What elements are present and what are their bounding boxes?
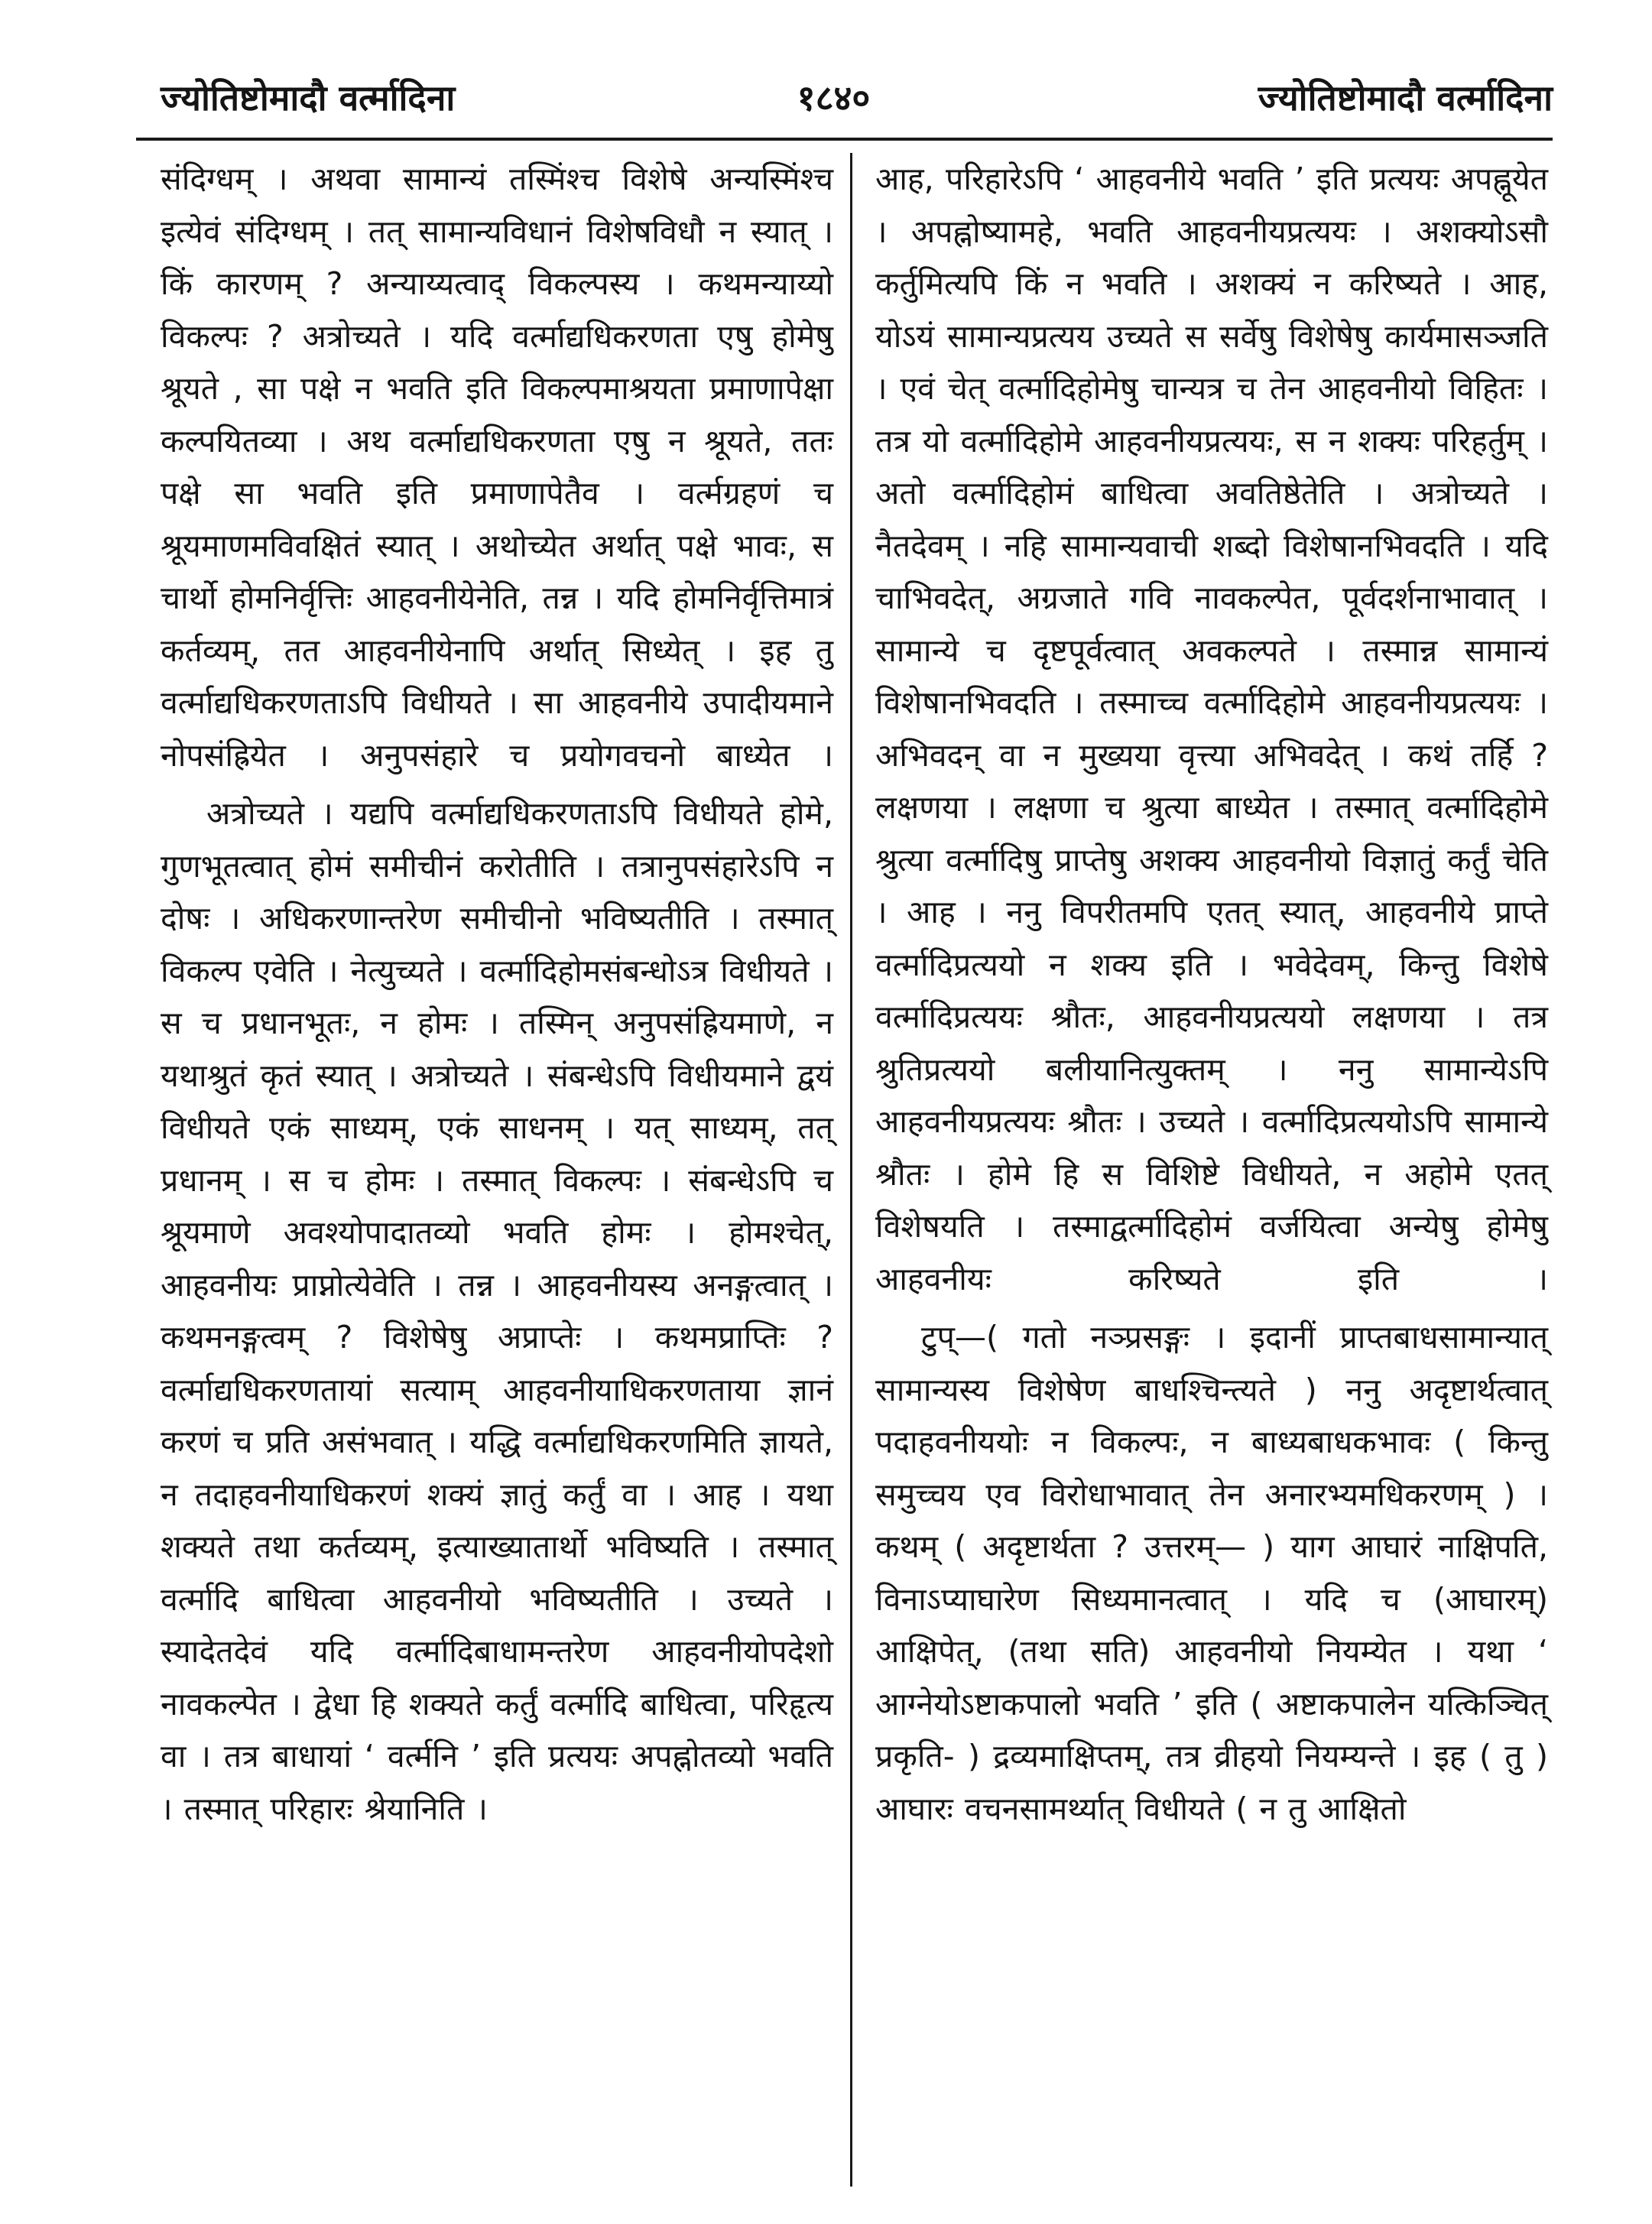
page-number: १८४० [797, 77, 871, 119]
right-column [875, 153, 1548, 2193]
right-paragraph-2: टुप्—( गतो नञ्प्रसङ्गः । इदानीं प्राप्तबाधसामान्यात् सामान्यस्य विशेषेण बाधश्चिन्त्यते ) ननु अदृष्टार्थत्वात् पदाहवनीययोः न विकल्पः, न बाध्यबाधकभावः ( किन्तु समुच्चय एव विरोधाभावात् तेन अनारभ्यमधिकरणम् ) । कथम् ( अदृष्टार्थता ? उत्तरम्— ) याग आघारं नाक्षिपति, विनाऽप्याघारेण सिध्यमानत्वात् । यदि च (आघारम्) आक्षिपेत्, (तथा सति) आहवनीयो नियम्येत । यथा ‘ आग्नेयोऽष्टाकपालो भवति ’ इति ( अष्टाकपालेन यत्किञ्चित् प्रकृति- ) द्रव्यमाक्षिप्तम्, तत्र व्रीहयो नियम्यन्ते । इह ( तु ) आघारः वचनसामर्थ्यात् विधीयते ( न तु आक्षितो [875, 1319, 1548, 1827]
column-divider [850, 153, 852, 2187]
header-rule [136, 138, 1553, 141]
left-paragraph-1: संदिग्धम् । अथवा सामान्यं तस्मिंश्च विशेषे अन्यस्मिंश्च इत्येवं संदिग्धम् । तत् सामान्यविधानं विशेषविधौ न स्यात् । किं कारणम् ? अन्याय्यत्वाद् विकल्पस्य । कथमन्याय्यो विकल्पः ? अत्रोच्यते । यदि वर्त्माद्यधिकरणता एषु होमेषु श्रूयते , सा पक्षे न भवति इति विकल्पमाश्रयता प्रमाणापेक्षा कल्पयितव्या । अथ वर्त्माद्यधिकरणता एषु न श्रूयते, ततः पक्षे सा भवति इति प्रमाणापेतैव । वर्त्मग्रहणं च श्रूयमाणमविवक्षितं स्यात् । अथोच्येत अर्थात् पक्षे भावः, स चार्थो होमनिर्वृत्तिः आहवनीयेनेति, तन्न । यदि होमनिर्वृत्तिमात्रं कर्तव्यम्, तत आहवनीयेनापि अर्थात् सिध्येत् । इह तु वर्त्माद्यधिकरणताऽपि विधीयते । सा आहवनीये उपादीयमाने नोपसंह्रियेत । अनुपसंहारे च प्रयोगवचनो बाध्येत । [161, 161, 833, 774]
left-paragraph-2: अत्रोच्यते । यद्यपि वर्त्माद्यधिकरणताऽपि विधीयते होमे, गुणभूतत्वात् होमं समीचीनं करोतीति । तत्रानुपसंहारेऽपि न दोषः । अधिकरणान्तरेण समीचीनो भविष्यतीति । तस्मात् विकल्प एवेति । नेत्युच्यते । वर्त्मादिहोमसंबन्धोऽत्र विधीयते । स च प्रधानभूतः, न होमः । तस्मिन् अनुपसंह्रियमाणे, न यथाश्रुतं कृतं स्यात् । अत्रोच्यते । संबन्धेऽपि विधीयमाने द्वयं विधीयते एकं साध्यम्, एकं साधनम् । यत् साध्यम्, तत् प्रधानम् । स च होमः । तस्मात् विकल्पः । संबन्धेऽपि च श्रूयमाणे अवश्योपादातव्यो भवति होमः । होमश्चेत्, आहवनीयः प्राप्नोत्येवेति । तन्न । आहवनीयस्य अनङ्गत्वात् । कथमनङ्गत्वम् ? विशेषेषु अप्राप्तेः । कथमप्राप्तिः ? वर्त्माद्यधिकरणतायां सत्याम् आहवनीयाधिकरणताया ज्ञानं करणं च प्रति असंभवात् । यद्धि वर्त्माद्यधिकरणमिति ज्ञायते, न तदाहवनीयाधिकरणं शक्यं ज्ञातुं कर्तुं वा । आह । यथा शक्यते तथा कर्तव्यम्, इत्याख्यातार्थो भविष्यति । तस्मात् वर्त्मादि बाधित्वा आहवनीयो भविष्यतीति । उच्यते । स्यादेतदेवं यदि वर्त्मादिबाधामन्तरेण आहवनीयोपदेशो नावकल्पेत । द्वेधा हि शक्यते कर्तुं वर्त्मादि बाधित्वा, परिहृत्य वा । तत्र बाधायां ‘ वर्त्मनि ’ इति प्रत्ययः अपह्नोतव्यो भवति । तस्मात् परिहारः श्रेयानिति । [161, 795, 833, 1827]
page-header [115, 67, 1553, 128]
right-paragraph-1: आह, परिहारेऽपि ‘ आहवनीये भवति ’ इति प्रत्ययः अपह्नूयेत । अपह्नोष्यामहे, भवति आहवनीयप्रत्ययः । अशक्योऽसौ कर्तुमित्यपि किं न भवति । अशक्यं न करिष्यते । आह, योऽयं सामान्यप्रत्यय उच्यते स सर्वेषु विशेषेषु कार्यमासञ्जति । एवं चेत् वर्त्मादिहोमेषु चान्यत्र च तेन आहवनीयो विहितः । तत्र यो वर्त्मादिहोमे आहवनीयप्रत्ययः, स न शक्यः परिहर्तुम् । अतो वर्त्मादिहोमं बाधित्वा अवतिष्ठेतेति । अत्रोच्यते । नैतदेवम् । नहि सामान्यवाची शब्दो विशेषानभिवदति । यदि चाभिवदेत्, अग्रजाते गवि नावकल्पेत, पूर्वदर्शनाभावात् । सामान्ये च दृष्टपूर्वत्वात् अवकल्पते । तस्मान्न सामान्यं विशेषानभिवदति । तस्माच्च वर्त्मादिहोमे आहवनीयप्रत्ययः । अभिवदन् वा न मुख्यया वृत्त्या अभिवदेत् । कथं तर्हि ? लक्षणया । लक्षणा च श्रुत्या बाध्येत । तस्मात् वर्त्मादिहोमे श्रुत्या वर्त्मादिषु प्राप्तेषु अशक्य आहवनीयो विज्ञातुं कर्तुं चेति । आह । ननु विपरीतमपि एतत् स्यात्, आहवनीये प्राप्ते वर्त्मादिप्रत्ययो न शक्य इति । भवेदेवम्, किन्तु विशेषे वर्त्मादिप्रत्ययः श्रौतः, आहवनीयप्रत्ययो लक्षणया । तत्र श्रुतिप्रत्ययो बलीयानित्युक्तम् । ननु सामान्येऽपि आहवनीयप्रत्ययः श्रौतः । उच्यते । वर्त्मादिप्रत्ययोऽपि सामान्ये श्रौतः । होमे हि स विशिष्टे विधीयते, न अहोमे एतत् विशेषयति । तस्माद्वर्त्मादिहोमं वर्जयित्वा अन्येषु होमेषु आहवनीयः करिष्यते इति । [875, 161, 1548, 1297]
running-title-left: ज्योतिष्टोमादौ वर्त्मादिना [161, 77, 456, 119]
running-title-right: ज्योतिष्टोमादौ वर्त्मादिना [1258, 77, 1553, 119]
left-column [161, 153, 833, 2193]
